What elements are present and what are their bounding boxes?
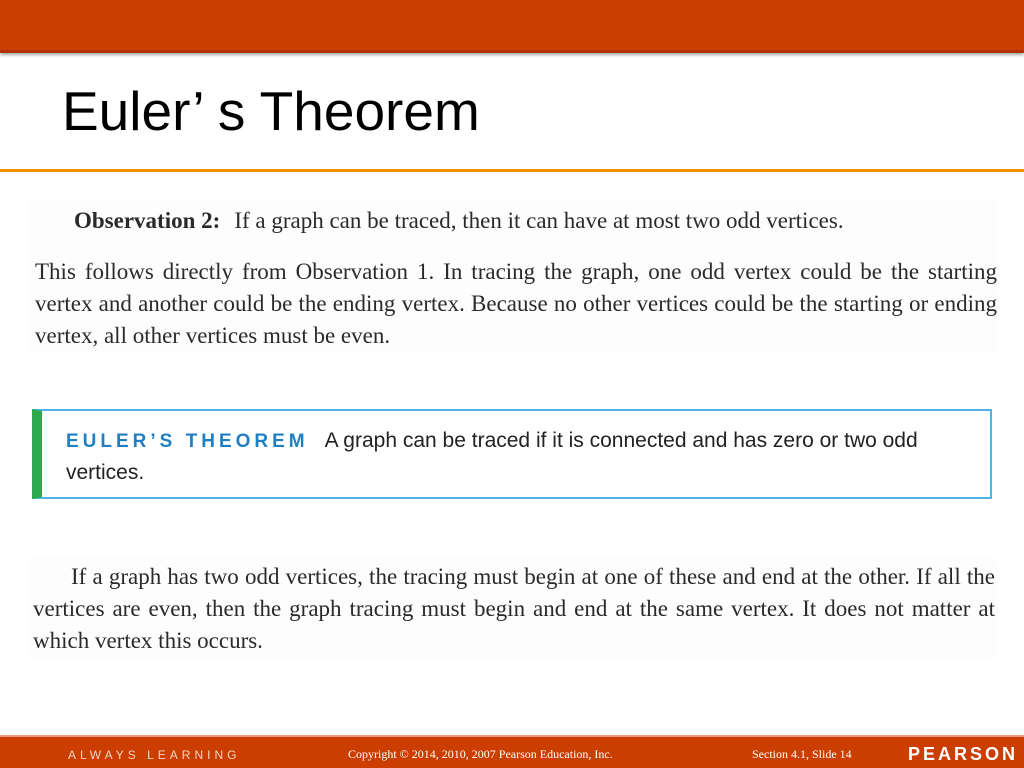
observation-statement: If a graph can be traced, then it can have at most two odd vertices. bbox=[234, 208, 844, 233]
pearson-logo: PEARSON bbox=[908, 744, 1019, 764]
theorem-box bbox=[32, 409, 992, 499]
title-divider bbox=[0, 169, 1024, 172]
theorem-content bbox=[66, 425, 986, 488]
theorem-statement: A graph can be traced if it is connected and has zero or two odd vertices. bbox=[66, 429, 918, 484]
observation-body: This follows directly from Observation 1. In tracing the graph, one odd vertex could be the starting vertex and another could be the ending vertex. Because no other vertices could be the starting or ending vertex, all other vertices must be even. bbox=[35, 259, 997, 348]
observation-heading bbox=[74, 208, 844, 234]
observation-label: Observation 2: bbox=[74, 208, 221, 233]
footer-slide-ref: Section 4.1, Slide 14 bbox=[752, 747, 852, 761]
explanation-paragraph: If a graph has two odd vertices, the tracing must begin at one of these and end at the other. If all the vertices are even, then the graph tracing must begin and end at the same vertex. It does not matter at which vertex this occurs. bbox=[33, 564, 995, 653]
slide-title: Euler’ s Theorem bbox=[62, 80, 480, 142]
header-bar bbox=[0, 0, 1024, 53]
footer-copyright: Copyright © 2014, 2010, 2007 Pearson Education, Inc. bbox=[348, 747, 613, 761]
explanation-block bbox=[30, 558, 998, 658]
observation-block bbox=[30, 200, 998, 352]
footer-bar bbox=[0, 735, 1024, 768]
theorem-label: EULER’S THEOREM bbox=[66, 431, 309, 452]
footer-tagline: ALWAYS LEARNING bbox=[68, 748, 241, 762]
